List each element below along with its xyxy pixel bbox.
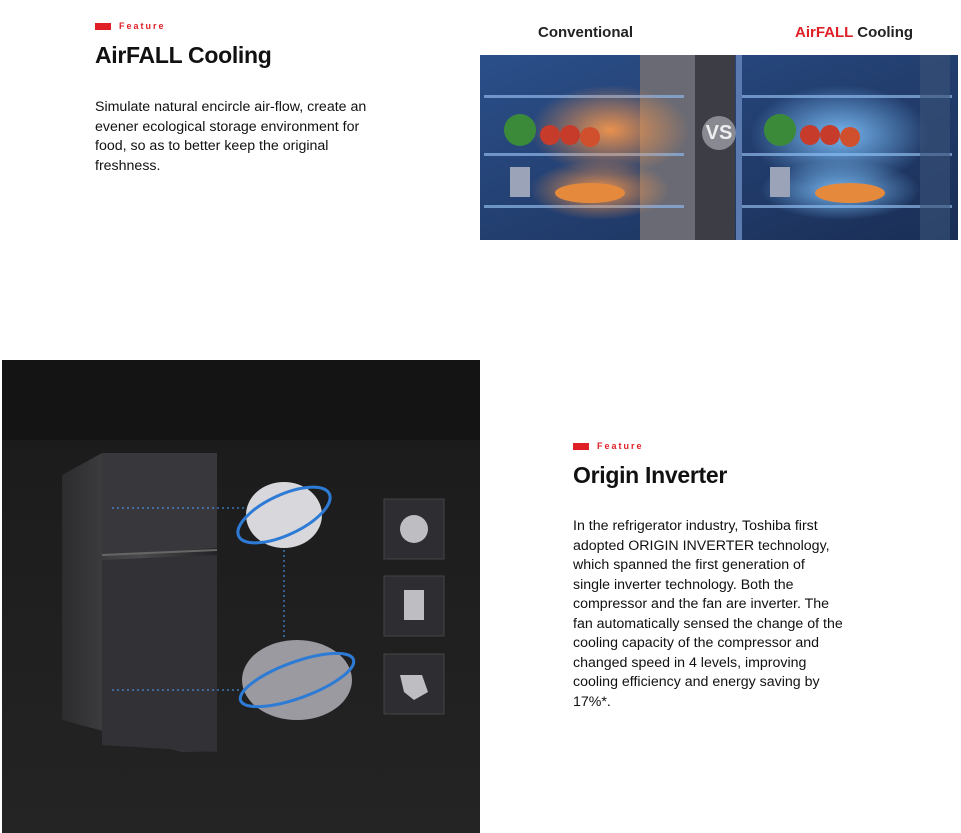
section-body-airfall [95,98,415,176]
airfall-caption-rest: Cooling [853,24,914,41]
feature-tag-label: Feature [119,21,166,31]
body-line: Simulate natural encircle air-flow, create an [95,99,367,115]
body-line: food, so as to better keep the original [95,138,329,154]
body-line: cooling capacity of the compressor and [573,635,820,651]
section-body-origin-inverter [573,517,873,712]
feature-tag-bar [573,443,589,450]
section-title-origin-inverter: Origin Inverter [573,462,727,488]
body-line: compressor and the fan are inverter. The [573,596,830,612]
origin-inverter-image [2,360,480,833]
airfall-caption [795,24,913,41]
body-line: freshness. [95,157,161,174]
inverter-illustration [2,360,480,833]
vs-badge: VS [702,116,736,150]
body-line: changed speed in 4 levels, improving [573,654,807,671]
body-line: fan automatically sensed the change of the [573,615,843,632]
conventional-caption: Conventional [538,24,634,41]
body-line: which spanned the first generation of [573,557,805,573]
body-line: 17%*. [573,693,611,710]
body-line: adopted ORIGIN INVERTER technology, [573,537,830,554]
section-title-airfall: AirFALL Cooling [95,42,272,68]
body-line: In the refrigerator industry, Toshiba first [573,518,818,534]
feature-tag [95,21,166,31]
body-line: cooling efficiency and energy saving by [573,674,820,690]
feature-tag-bar [95,23,111,30]
body-line: single inverter technology. Both the [573,576,794,593]
body-line: evener ecological storage environment for [95,118,360,135]
feature-tag [573,441,644,451]
feature-tag-label: Feature [597,441,644,451]
airfall-caption-accent: AirFALL [795,24,854,41]
airfall-comparison-image [480,18,958,240]
